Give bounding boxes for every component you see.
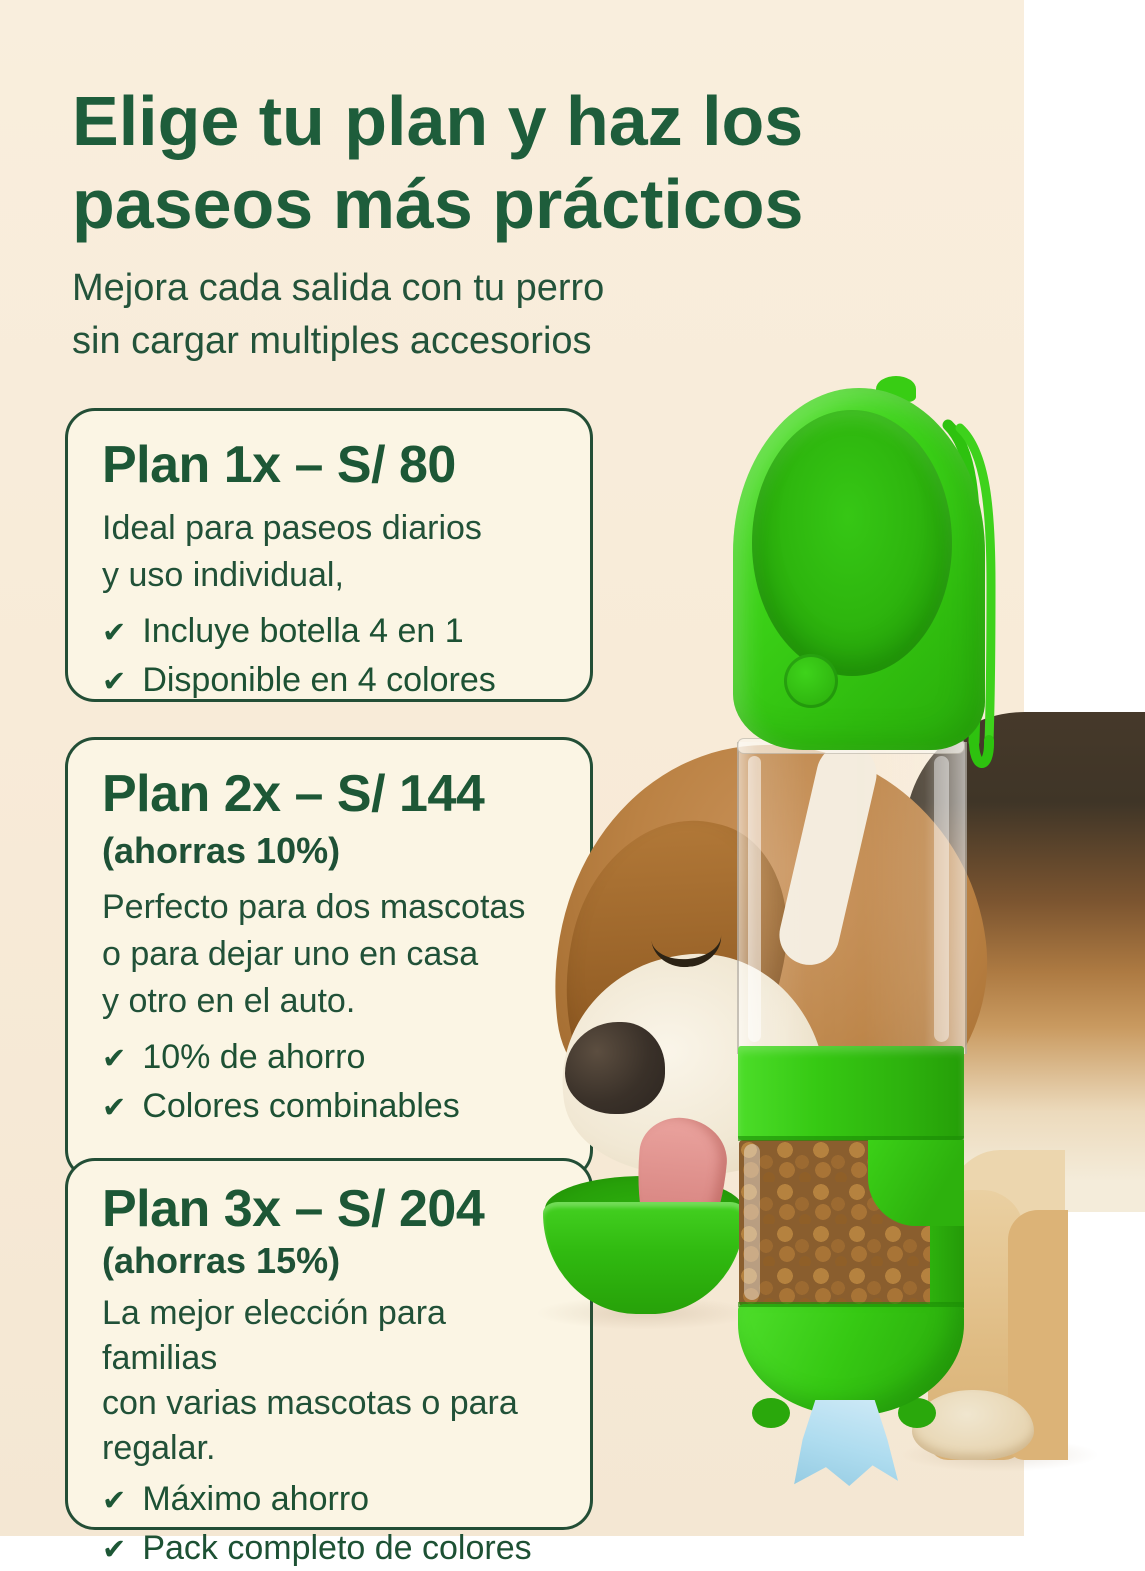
dog-jowl <box>763 1036 899 1147</box>
check-icon: ✔ <box>102 1092 127 1124</box>
plan-1-description <box>102 505 556 599</box>
page-title-line-1: Elige tu plan y haz los <box>72 82 804 160</box>
plan-2-features <box>102 1037 556 1129</box>
kibble-window-column <box>930 1140 964 1308</box>
kibble-compartment <box>739 1140 933 1306</box>
bottle-water-button <box>784 654 838 708</box>
check-icon: ✔ <box>102 1043 127 1075</box>
dog-tongue <box>630 1114 731 1271</box>
bottle-seam <box>738 1136 964 1141</box>
feature-text: 10% de ahorro <box>142 1038 366 1076</box>
plan-card-2x <box>65 737 593 1180</box>
dog-paw <box>912 1390 1034 1460</box>
subtitle-line-2: sin cargar multiples accesorios <box>72 320 592 362</box>
plan-3-description <box>102 1291 556 1471</box>
feature-text: Disponible en 4 colores <box>142 661 496 699</box>
plan-card-3x <box>65 1158 593 1567</box>
dog-front-leg <box>928 1190 1024 1460</box>
feature-text: Incluye botella 4 en 1 <box>142 612 464 650</box>
dog-body <box>905 712 1145 1212</box>
bottle-seam <box>738 1302 964 1307</box>
plan-desc-line: regalar. <box>102 1429 216 1467</box>
plan-3-features <box>102 1479 556 1571</box>
bottle-tube-rim <box>737 738 965 754</box>
tube-glare <box>748 756 761 1042</box>
plan-1-features <box>102 611 556 703</box>
plan-3-title: Plan 3x – S/ 204 <box>102 1180 485 1238</box>
plan-desc-line: con varias mascotas o para <box>102 1384 518 1422</box>
page-title-line-2: paseos más prácticos <box>72 165 804 243</box>
plan-2-description <box>102 884 556 1025</box>
check-icon: ✔ <box>102 617 127 649</box>
kibble-window-frame <box>868 1140 964 1226</box>
plan-3-savings: (ahorras 15%) <box>102 1240 341 1281</box>
plan-desc-line: y otro en el auto. <box>102 982 356 1020</box>
feature-item <box>102 660 556 703</box>
feature-text: Colores combinables <box>142 1087 460 1125</box>
plan-desc-line: Ideal para paseos diarios <box>102 509 482 547</box>
check-icon: ✔ <box>102 1485 127 1517</box>
plan-card-1x <box>65 408 593 702</box>
bottle-water-tube <box>737 742 967 1054</box>
feature-item <box>102 611 556 654</box>
dog-back-leg <box>1008 1210 1068 1460</box>
bottle-hanger-tab <box>876 376 916 402</box>
plan-desc-line: Perfecto para dos mascotas <box>102 888 526 926</box>
feature-text: Pack completo de colores <box>142 1529 532 1567</box>
plan-2-title: Plan 2x – S/ 144 <box>102 765 485 823</box>
feature-item <box>102 1528 556 1571</box>
plan-desc-line: La mejor elección para familias <box>102 1294 446 1377</box>
feature-item <box>102 1086 556 1129</box>
plan-desc-line: o para dejar uno en casa <box>102 935 479 973</box>
dog-eye <box>650 922 723 970</box>
plan-2-savings: (ahorras 10%) <box>102 830 341 871</box>
subtitle <box>72 262 803 368</box>
bottle-foot <box>838 1404 872 1430</box>
kibble-window-glare <box>744 1144 760 1300</box>
paw-shadow <box>900 1438 1100 1472</box>
dog-head <box>527 720 1008 1175</box>
tube-glare <box>934 756 949 1042</box>
bottle-scoop-cavity <box>752 410 952 676</box>
subtitle-line-1: Mejora cada salida con tu perro <box>72 267 605 309</box>
dog-chest <box>935 1150 1065 1335</box>
plan-1-title: Plan 1x – S/ 80 <box>102 436 456 494</box>
feature-item <box>102 1479 556 1522</box>
bottle-green-band <box>738 1046 964 1140</box>
bottle-base <box>738 1304 964 1416</box>
feature-item <box>102 1037 556 1080</box>
check-icon: ✔ <box>102 666 127 698</box>
plan-desc-line: y uso individual, <box>102 556 344 594</box>
check-icon: ✔ <box>102 1534 127 1566</box>
feature-text: Máximo ahorro <box>142 1480 370 1518</box>
bottle-foot <box>752 1398 790 1428</box>
waste-bag <box>792 1400 898 1486</box>
bottle-scoop-head <box>733 388 985 750</box>
dog-blaze <box>773 738 882 971</box>
header <box>72 80 803 368</box>
bottle-foot <box>898 1398 936 1428</box>
